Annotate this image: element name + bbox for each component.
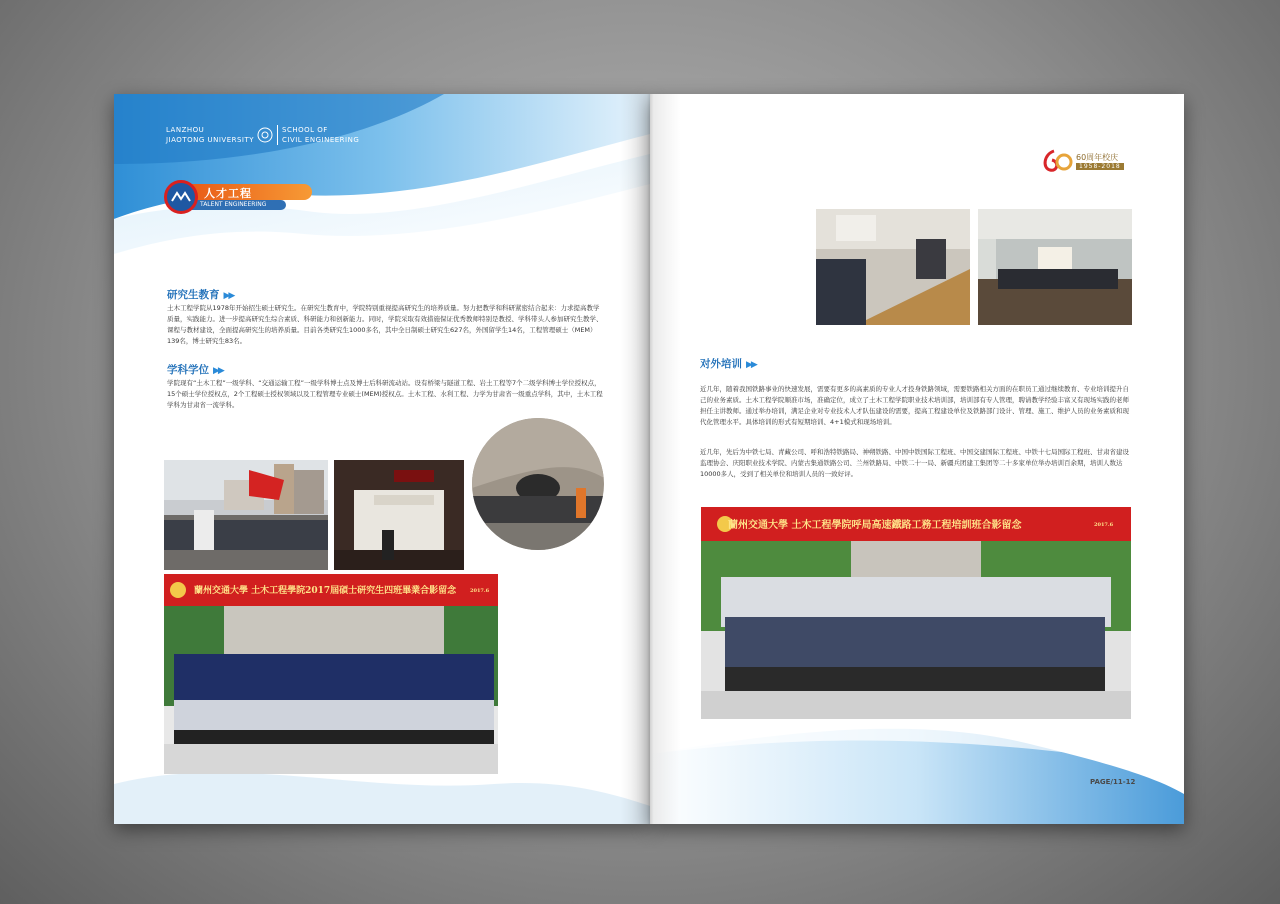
classroom-photo <box>978 209 1132 325</box>
section-title: 人才工程 <box>204 187 252 200</box>
training-heading: 对外培训 ▶▶ <box>700 358 756 370</box>
header-divider <box>277 125 278 145</box>
meeting-room-photo <box>816 209 970 325</box>
training-banner-text: 蘭州交通大學 土木工程學院呼局高速鐵路工務工程培訓班合影留念 <box>728 520 1022 531</box>
training-banner-date: 2017.6 <box>1094 522 1114 528</box>
double-chevron-icon: ▶▶ <box>213 366 223 376</box>
graduate-heading: 研究生教育 ▶▶ <box>167 289 234 301</box>
tunnel-site-photo <box>468 414 608 554</box>
university-badge-icon <box>164 180 198 214</box>
left-page <box>114 94 650 824</box>
double-chevron-icon: ▶▶ <box>746 360 756 370</box>
graduation-banner-date: 2017.6 <box>470 588 490 594</box>
school-name-en: SCHOOL OF CIVIL ENGINEERING <box>282 126 360 144</box>
anniversary-60-icon <box>1040 148 1074 174</box>
discipline-heading: 学科学位 ▶▶ <box>167 364 223 376</box>
double-chevron-icon: ▶▶ <box>223 291 234 301</box>
tug-of-war-photo <box>164 460 328 570</box>
training-text-2: 近几年，先后为中铁七局、青藏公司、呼和浩特铁路局、神朔铁路、中国中铁国际工程班、中国交建国际工程班、中铁十七局国际工程班、甘肃省建设监理协会、庆阳职业技术学院、内蒙古集通铁路公司、兰州铁路局、中铁二十一局、新疆兵团建工集团等二十多家单位举办培训百余期，培训人数达10000多人，受到了相关单位和培训人员的一致好评。 <box>700 448 1129 478</box>
graduate-text: 土木工程学院从1978年开始招生硕士研究生。在研究生教育中，学院特别重视提高研究生的培养质量。努力把教学和科研紧密结合起来：力求提高教学质量，实践能力。进一步提高研究生综合素质、科研能力和创新能力。同时，学院采取有效措施保证优秀教师特别是教授、学科带头人参加研究生教学、课程与教材建设，全面提高研究生的培养质量。目前各类研究生1000多名，其中全日制硕士研究生627名，外国留学生14名，工程管理硕士（MEM）139名，博士研究生83名。 <box>167 304 603 345</box>
section-title-en: TALENT ENGINEERING <box>200 201 267 208</box>
graduation-group-photo <box>164 574 498 774</box>
right-page <box>650 94 1184 824</box>
training-text-1: 近几年，随着我国铁路事业的快速发展，需要有更多的高素质的专业人才投身铁路领域，需要铁路相关方面的在职员工通过继续教育、专业培训提升自己的业务素质。土木工程学院顺准市场，准确定位，成立了土木工程学院职业技术培训部，培训部有专人管理，聘请教学经验丰富又有现场实践的老师担任主讲教师。通过举办培训，满足企业对专业技术人才队伍建设的需要，提高工程建设单位及铁路部门设计、管理、施工、维护人员的业务素质和现代化管理水平。具体培训的形式有短期培训、4+1模式和现场培训。 <box>700 385 1129 426</box>
university-name-en: LANZHOU JIAOTONG UNIVERSITY <box>166 126 255 144</box>
graduation-banner-text: 蘭州交通大學 土木工程學院2017屆碩士研究生四班畢業合影留念 <box>194 586 457 596</box>
anniversary-logo <box>1040 148 1130 176</box>
discipline-text: 学院现有“土木工程”一级学科、“交通运输工程”一级学科博士点及博士后科研流动站。设有桥梁与隧道工程、岩土工程等7个二级学科博士学位授权点，15个硕士学位授权点，2个工程硕士授权领域以及工程管理专业硕士(MEM)授权点。土木工程、水利工程、力学为甘肃省一级重点学科，其中，土木工程学科为甘肃省一流学科。 <box>167 379 603 409</box>
anniversary-years: 1958-2018 <box>1076 163 1124 170</box>
page-number: PAGE/11-12 <box>1090 778 1136 786</box>
lecture-hall-photo <box>334 460 464 570</box>
anniversary-label: 60周年校庆 <box>1076 153 1119 162</box>
school-emblem-icon <box>257 127 273 143</box>
training-group-photo <box>698 504 1134 722</box>
